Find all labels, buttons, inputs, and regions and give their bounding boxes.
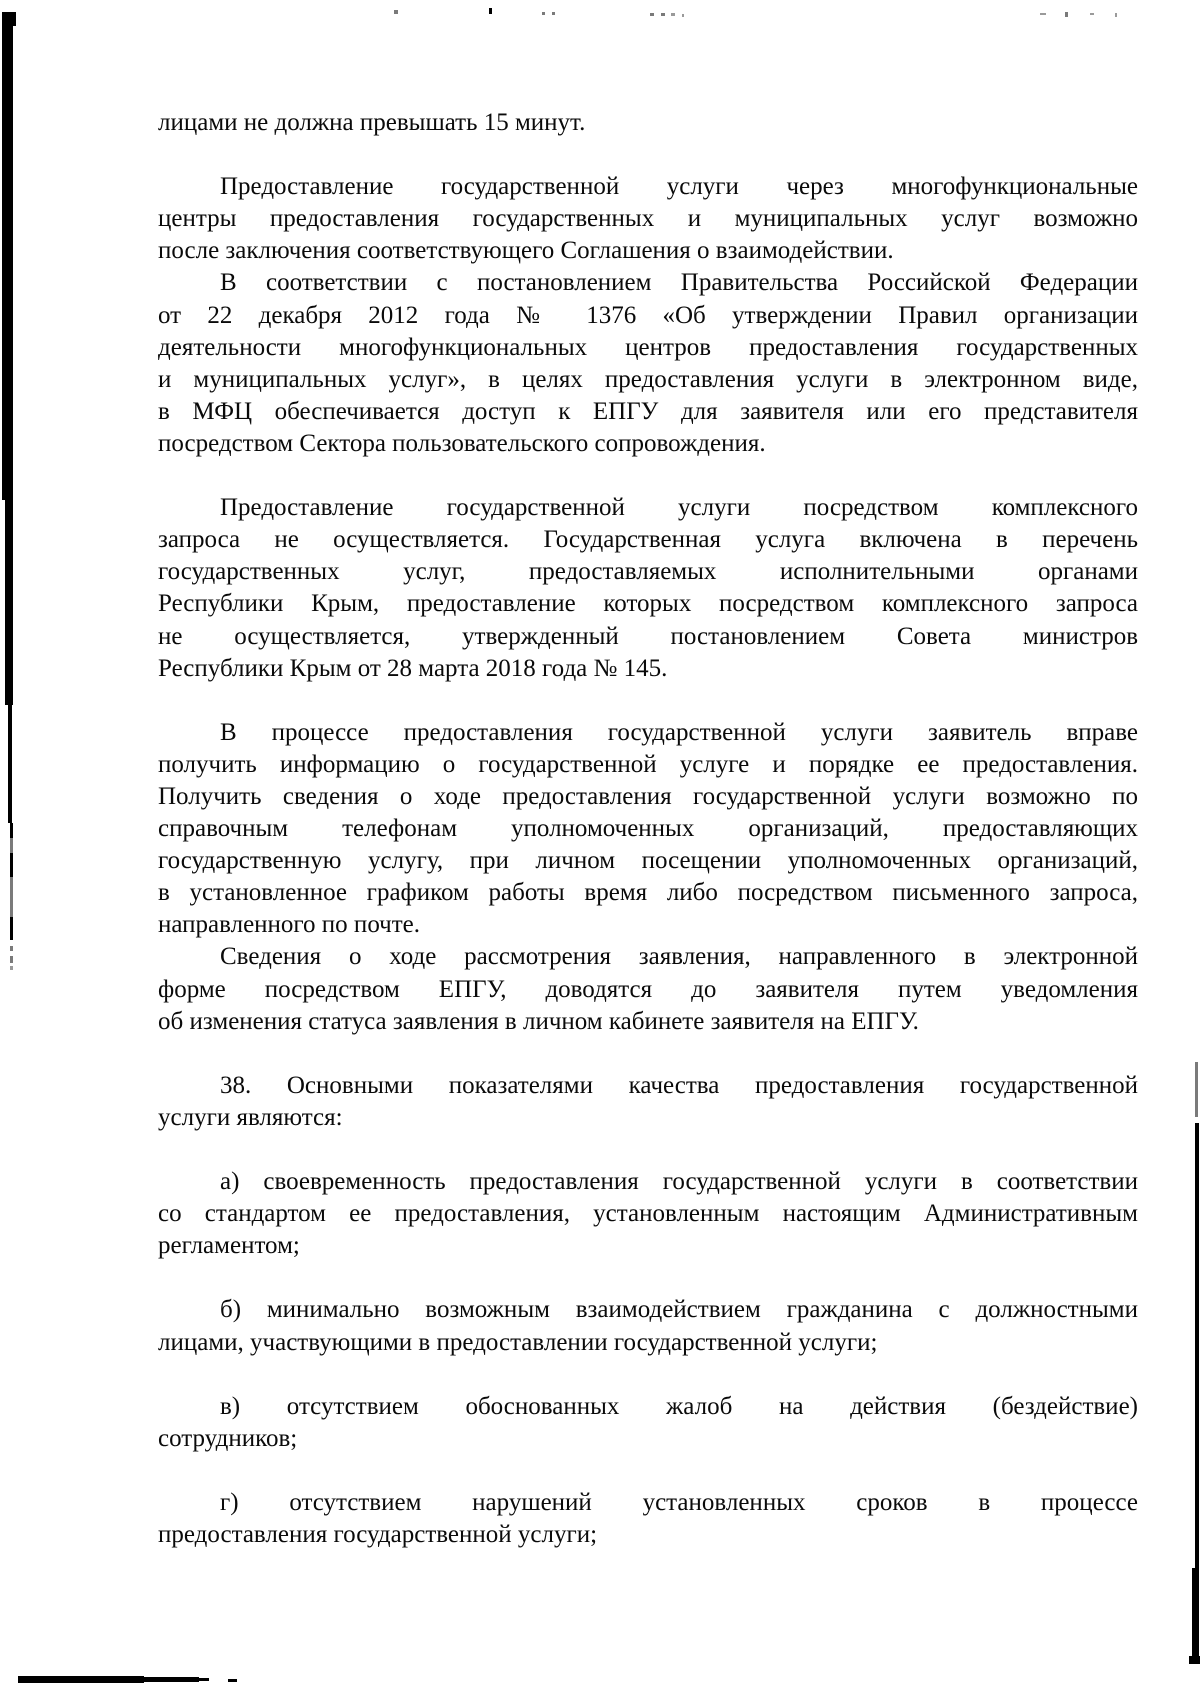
text-line: Получить сведения о ходе предоставления государственной услуги возможно по <box>158 782 1138 810</box>
paragraph <box>158 941 1138 1037</box>
list-item-a <box>158 1166 1138 1262</box>
text-line: услуги являются: <box>158 1103 343 1131</box>
text-line: сотрудников; <box>158 1424 298 1452</box>
paragraph <box>158 717 1138 942</box>
paragraph-38 <box>158 1070 1138 1134</box>
text-line: Предоставление государственной услуги через многофункциональные <box>220 173 1138 201</box>
text-line: б) минимально возможным взаимодействием гражданина с должностными <box>220 1296 1138 1324</box>
text-line: г) отсутствием нарушений установленных сроков в процессе <box>220 1489 1138 1517</box>
text-line: деятельности многофункциональных центров предоставления государственных <box>158 333 1138 361</box>
text-line: Предоставление государственной услуги посредством комплексного <box>220 494 1138 522</box>
list-item-g <box>158 1487 1138 1551</box>
text-line: В соответствии с постановлением Правительства Российской Федерации <box>220 269 1138 297</box>
text-line: государственных услуг, предоставляемых исполнительными органами <box>158 558 1138 586</box>
text-line: центры предоставления государственных и муниципальных услуг возможно <box>158 205 1138 233</box>
list-item-b <box>158 1294 1138 1358</box>
text-line: Сведения о ходе рассмотрения заявления, направленного в электронной <box>220 943 1138 971</box>
text-line: регламентом; <box>158 1232 300 1260</box>
text-line: форме посредством ЕПГУ, доводятся до заявителя путем уведомления <box>158 975 1138 1003</box>
paragraph <box>158 267 1138 460</box>
text-line: не осуществляется, утвержденный постановлением Совета министров <box>158 622 1138 650</box>
text-line: лицами не должна превышать 15 минут. <box>158 109 586 136</box>
paragraph <box>158 171 1138 267</box>
text-line: после заключения соответствующего Соглашения о взаимодействии. <box>158 237 894 265</box>
list-item-v <box>158 1391 1138 1455</box>
text-line: государственную услугу, при личном посещении уполномоченных организаций, <box>158 847 1138 875</box>
text-line: от 22 декабря 2012 года № 1376 «Об утверждении Правил организации <box>158 301 1138 329</box>
paragraph <box>158 492 1138 685</box>
text-line: со стандартом ее предоставления, установленным настоящим Административным <box>158 1200 1138 1228</box>
text-line: об изменения статуса заявления в личном кабинете заявителя на ЕПГУ. <box>158 1007 919 1035</box>
text-line: Республики Крым, предоставление которых посредством комплексного запроса <box>158 590 1138 618</box>
text-line: направленного по почте. <box>158 911 421 939</box>
text-line: и муниципальных услуг», в целях предоставления услуги в электронном виде, <box>158 365 1138 393</box>
text-line: а) своевременность предоставления государственной услуги в соответствии <box>220 1168 1138 1196</box>
text-line: в МФЦ обеспечивается доступ к ЕПГУ для заявителя или его представителя <box>158 397 1138 425</box>
text-line: посредством Сектора пользовательского сопровождения. <box>158 429 766 457</box>
document-text-block <box>158 107 1138 1551</box>
text-line: лицами, участвующими в предоставлении государственной услуги; <box>158 1328 878 1356</box>
text-line: 38. Основными показателями качества предоставления государственной <box>220 1071 1138 1099</box>
text-line: запроса не осуществляется. Государственная услуга включена в перечень <box>158 526 1138 554</box>
text-line: В процессе предоставления государственной услуги заявитель вправе <box>220 718 1138 746</box>
text-line: в установленное графиком работы время либо посредством письменного запроса, <box>158 879 1138 907</box>
text-line: справочным телефонам уполномоченных организаций, предоставляющих <box>158 815 1138 843</box>
text-line: в) отсутствием обоснованных жалоб на действия (бездействие) <box>220 1392 1138 1420</box>
text-line: Республики Крым от 28 марта 2018 года № 145. <box>158 654 668 682</box>
text-line: предоставления государственной услуги; <box>158 1521 598 1549</box>
text-line: получить информацию о государственной услуге и порядке ее предоставления. <box>158 750 1138 778</box>
paragraph <box>158 107 1138 139</box>
